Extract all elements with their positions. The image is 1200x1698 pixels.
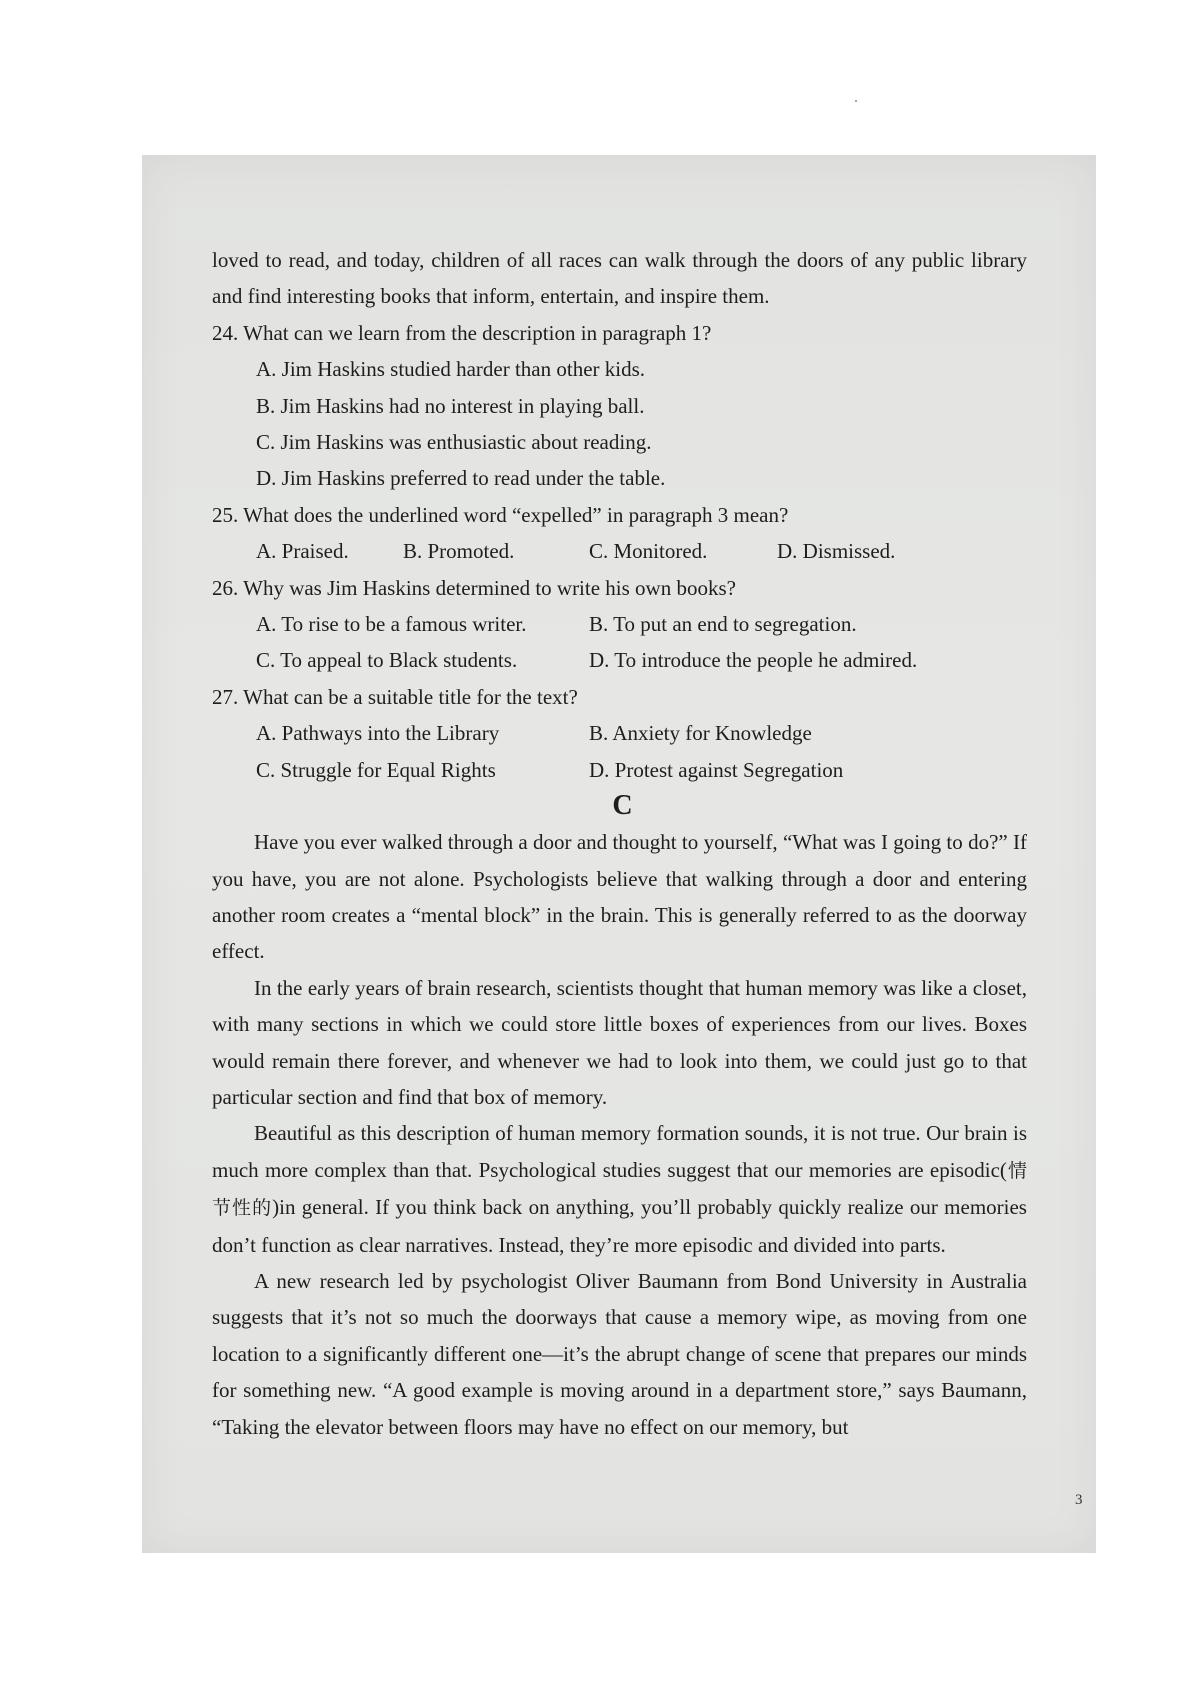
question-25-option-b: B. Promoted. bbox=[403, 539, 515, 564]
chinese-gloss: 情节性的 bbox=[212, 1159, 1027, 1220]
passage-b-ending: loved to read, and today, children of all races can walk through the doors of any public library and find interesting books that inform, entertain, and inspire them. bbox=[212, 248, 1027, 309]
question-24-options bbox=[212, 351, 1027, 497]
paragraph-3-part-2: )in general. If you think back on anything, you’ll probably quickly realize our memories don’t function as clear narratives. Instead, they’re more episodic and divided into parts. bbox=[212, 1195, 1027, 1257]
question-26-option-d: D. To introduce the people he admired. bbox=[589, 648, 918, 673]
page-number: 3 bbox=[1075, 1492, 1083, 1508]
question-25-stem: 25. What does the underlined word “expelled” in paragraph 3 mean? bbox=[212, 502, 789, 527]
section-c-heading: C bbox=[612, 790, 633, 822]
question-25-option-c: C. Monitored. bbox=[589, 539, 708, 564]
question-27-option-c: C. Struggle for Equal Rights bbox=[256, 757, 496, 782]
question-25-option-a: A. Praised. bbox=[256, 539, 349, 564]
question-26-option-c: C. To appeal to Black students. bbox=[256, 648, 518, 673]
question-24-option-b: B. Jim Haskins had no interest in playing ball. bbox=[256, 393, 645, 418]
question-24-option-a: A. Jim Haskins studied harder than other kids. bbox=[256, 357, 646, 382]
question-26-option-b: B. To put an end to segregation. bbox=[589, 612, 857, 637]
section-c-paragraph-2: In the early years of brain research, scientists thought that human memory was like a closet, with many sections in which we could store little boxes of experiences from our lives. Boxes would remain there forever, and whenever we had to look into them, we could just go to that particular section and find that box of memory. bbox=[212, 975, 1027, 1109]
question-25-option-d: D. Dismissed. bbox=[777, 539, 896, 564]
question-24-stem: 24. What can we learn from the description in paragraph 1? bbox=[212, 320, 712, 345]
question-27-option-b: B. Anxiety for Knowledge bbox=[589, 721, 812, 746]
section-c-paragraph-1: Have you ever walked through a door and thought to yourself, “What was I going to do?” If you have, you are not alone. Psychologists believe that walking through a door and entering another room creates a “mental block” in the brain. This is generally referred to as the doorway effect. bbox=[212, 830, 1027, 964]
question-26-stem: 26. Why was Jim Haskins determined to write his own books? bbox=[212, 575, 736, 600]
section-c-paragraph-3 bbox=[212, 1115, 1027, 1263]
question-27-stem: 27. What can be a suitable title for the text? bbox=[212, 684, 578, 709]
question-26-options bbox=[212, 606, 1027, 679]
paragraph-3-part-1: Beautiful as this description of human memory formation sounds, it is not true. Our brain is much more complex than that. Psychological studies suggest that our memories are episodic( bbox=[212, 1121, 1027, 1182]
page-content bbox=[212, 242, 1027, 1445]
question-25-options bbox=[212, 533, 1027, 569]
question-27-option-a: A. Pathways into the Library bbox=[256, 721, 500, 746]
question-24-option-d: D. Jim Haskins preferred to read under the table. bbox=[256, 466, 666, 491]
question-27-option-d: D. Protest against Segregation bbox=[589, 757, 844, 782]
question-24-option-c: C. Jim Haskins was enthusiastic about reading. bbox=[256, 430, 652, 455]
section-c-paragraph-4: A new research led by psychologist Oliver Baumann from Bond University in Australia suggests that it’s not so much the doorways that cause a memory wipe, as moving from one location to a significantly different one—it’s the abrupt change of scene that prepares our minds for something new. “A good example is moving around in a department store,” says Baumann, “Taking the elevator between floors may have no effect on our memory, but bbox=[212, 1268, 1027, 1439]
question-26-option-a: A. To rise to be a famous writer. bbox=[256, 612, 527, 637]
question-27-options bbox=[212, 715, 1027, 788]
scan-speck bbox=[855, 100, 857, 102]
